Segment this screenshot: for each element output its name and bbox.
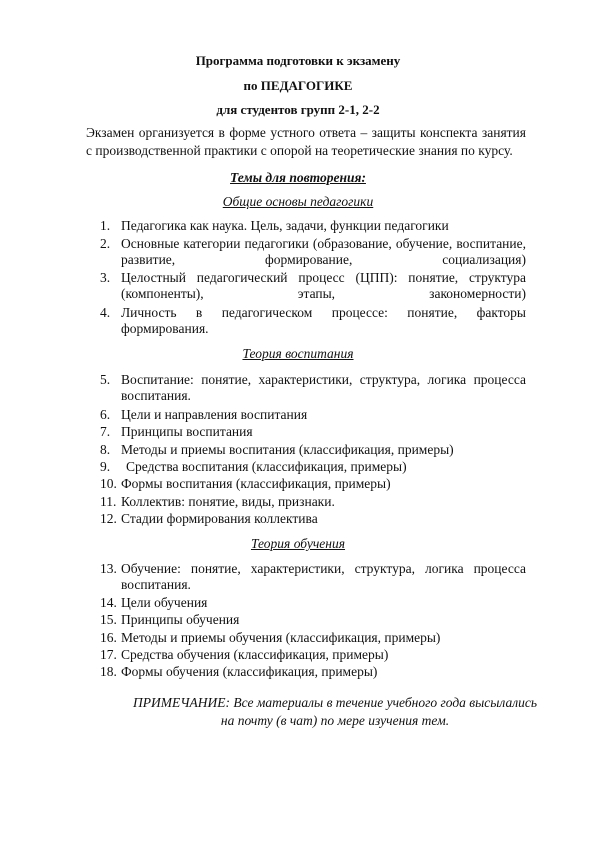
item-number: 17. xyxy=(100,647,117,662)
item-text: Цели и направления воспитания xyxy=(121,407,308,422)
list-item xyxy=(100,270,526,302)
item-text: Стадии формирования коллектива xyxy=(121,511,318,526)
item-text-continued: (компоненты), этапы, закономерности) xyxy=(121,286,526,301)
list-item xyxy=(100,647,526,663)
list-item xyxy=(100,218,526,234)
item-number: 1. xyxy=(100,218,111,233)
item-number: 11. xyxy=(100,494,117,509)
item-number: 3. xyxy=(100,270,111,285)
item-number: 16. xyxy=(100,630,117,645)
list-item xyxy=(100,407,526,423)
item-text-continued: воспитания. xyxy=(121,577,191,592)
list-item xyxy=(100,442,526,458)
item-text: Формы обучения (классификация, примеры) xyxy=(121,664,378,679)
list-item xyxy=(100,476,526,492)
item-number: 14. xyxy=(100,595,117,610)
list-item xyxy=(100,494,526,510)
item-text: Основные категории педагогики (образование, обучение, воспитание, xyxy=(121,236,526,251)
list-item xyxy=(100,424,526,440)
item-number: 13. xyxy=(100,561,117,576)
item-number: 15. xyxy=(100,612,117,627)
item-number: 10. xyxy=(100,476,117,491)
list-item xyxy=(100,305,526,337)
item-text: Цели обучения xyxy=(121,595,208,610)
item-number: 4. xyxy=(100,305,111,320)
item-text: Целостный педагогический процесс (ЦПП): понятие, структура xyxy=(121,270,526,285)
topics-heading: Темы для повторения: xyxy=(230,170,366,185)
list-item xyxy=(100,459,526,475)
item-text: Педагогика как наука. Цель, задачи, функции педагогики xyxy=(121,218,449,233)
item-text: Воспитание: понятие, характеристики, структура, логика процесса xyxy=(121,372,526,387)
list-item xyxy=(100,664,526,680)
item-number: 5. xyxy=(100,372,111,387)
item-text: Средства воспитания (классификация, примеры) xyxy=(126,459,407,474)
list-item xyxy=(100,372,526,404)
item-text-continued: воспитания. xyxy=(121,388,191,403)
section-title-upbringing: Теория воспитания xyxy=(242,346,354,361)
groups-title: для студентов групп 2-1, 2-2 xyxy=(216,102,380,117)
item-text: Личность в педагогическом процессе: понятие, факторы xyxy=(121,305,526,320)
intro-paragraph: Экзамен организуется в форме устного ответа – защиты конспекта занятия с производственной практики с опорой на теоретические знания по курсу. xyxy=(86,125,526,158)
item-text: Коллектив: понятие, виды, признаки. xyxy=(121,494,335,509)
item-text: Принципы воспитания xyxy=(121,424,253,439)
note-line-2: на почту (в чат) по мере изучения тем. xyxy=(220,713,450,728)
item-text-continued: развитие, формирование, социализация) xyxy=(121,252,526,267)
item-number: 12. xyxy=(100,511,117,526)
item-text: Методы и приемы обучения (классификация, примеры) xyxy=(121,630,441,645)
item-number: 8. xyxy=(100,442,111,457)
list-item xyxy=(100,612,526,628)
list-item xyxy=(100,236,526,268)
list-item xyxy=(100,561,526,593)
section-title-general: Общие основы педагогики xyxy=(222,194,374,209)
item-text: Обучение: понятие, характеристики, структура, логика процесса xyxy=(121,561,526,576)
list-item xyxy=(100,630,526,646)
item-text: Методы и приемы воспитания (классификация, примеры) xyxy=(121,442,454,457)
list-item xyxy=(100,595,526,611)
item-number: 7. xyxy=(100,424,111,439)
item-text: Средства обучения (классификация, примеры) xyxy=(121,647,389,662)
item-text: Формы воспитания (классификация, примеры) xyxy=(121,476,391,491)
item-number: 6. xyxy=(100,407,111,422)
list-item xyxy=(100,511,526,527)
item-number: 2. xyxy=(100,236,111,251)
note-line-1: ПРИМЕЧАНИЕ: Все материалы в течение учебного года высылались xyxy=(132,695,537,710)
item-text: Принципы обучения xyxy=(121,612,240,627)
subject-title: по ПЕДАГОГИКЕ xyxy=(243,78,353,93)
document-title: Программа подготовки к экзамену xyxy=(195,53,401,68)
item-number: 18. xyxy=(100,664,117,679)
item-text-continued: формирования. xyxy=(121,321,209,336)
item-number: 9. xyxy=(100,459,111,474)
section-title-teaching: Теория обучения xyxy=(250,536,346,551)
